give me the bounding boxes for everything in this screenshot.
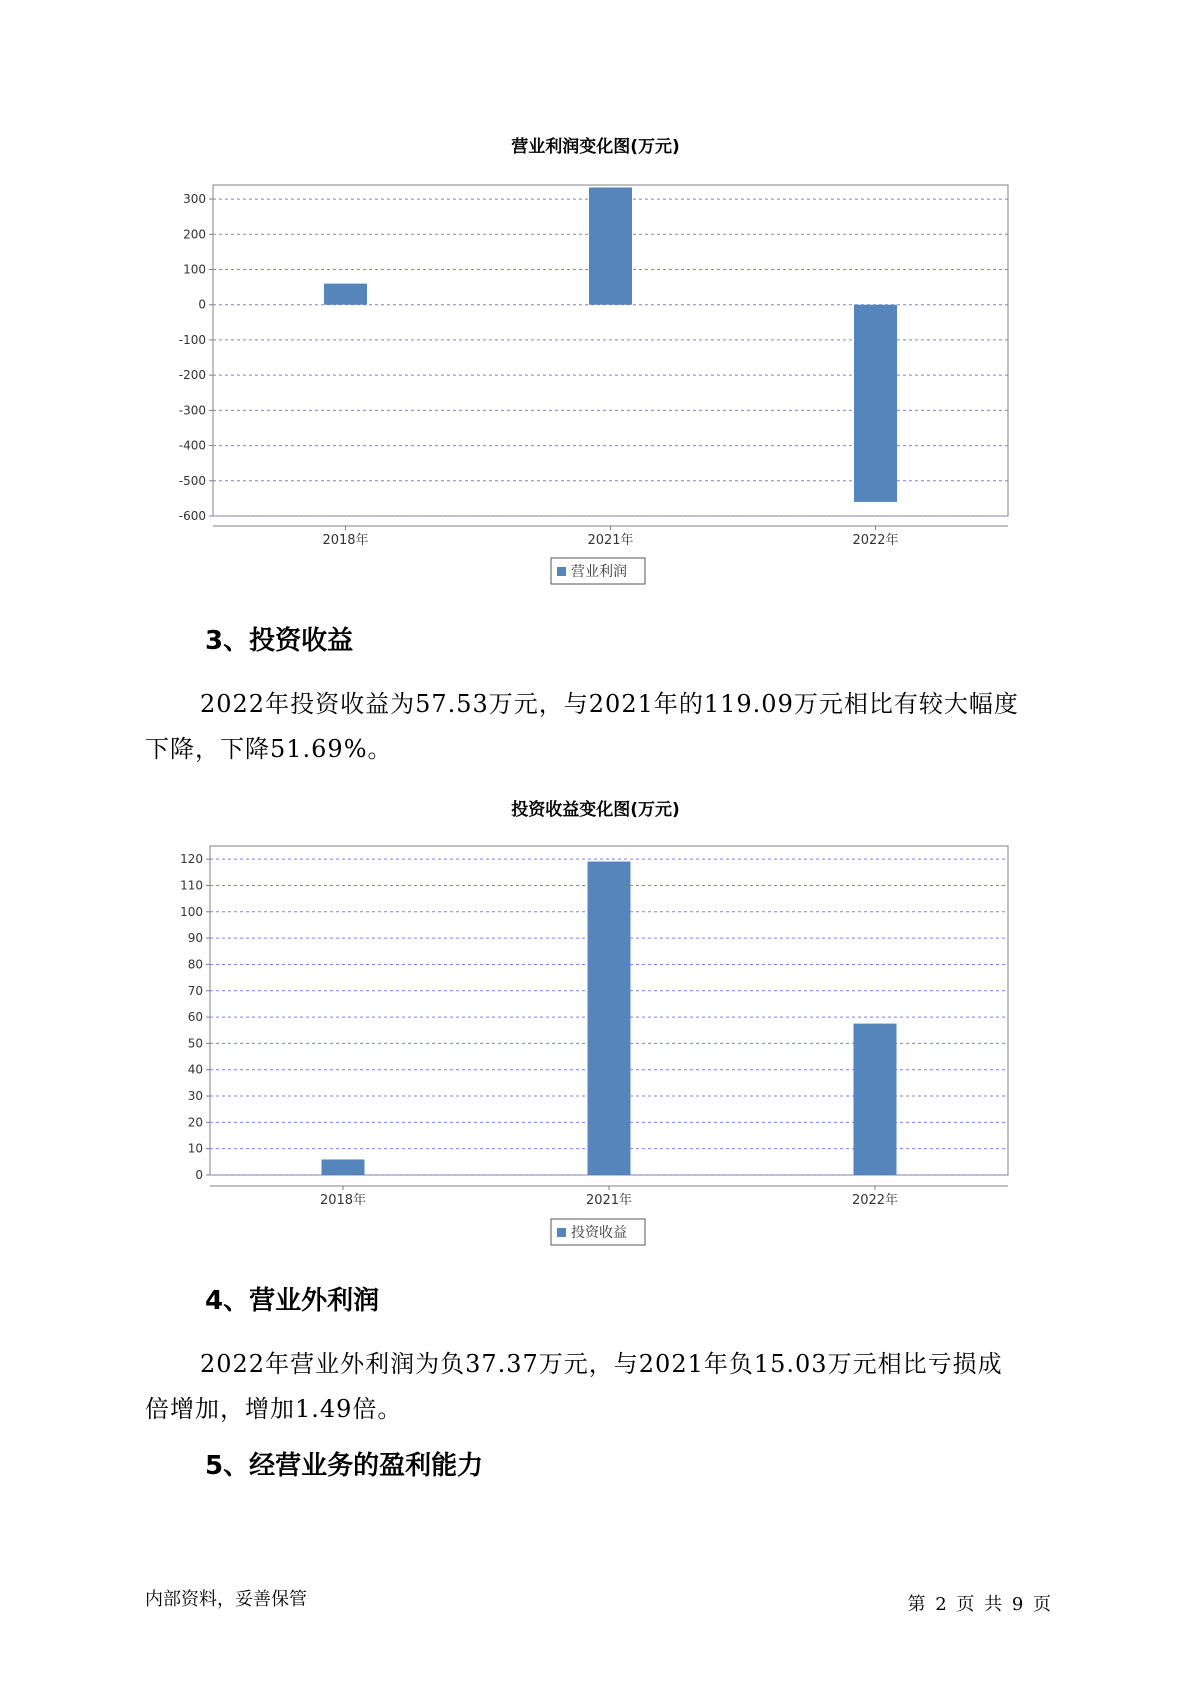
bar-2022年 [854,1024,897,1175]
y-tick-label: 50 [187,1036,203,1051]
y-tick-label: 110 [180,878,203,893]
y-tick-label: 20 [187,1115,203,1130]
y-tick-label: 0 [195,1168,203,1182]
y-tick-label: 0 [198,297,206,312]
section-heading-main-business: 5、经营业务的盈利能力 [205,1451,484,1481]
y-tick-label: 90 [187,931,203,946]
y-tick-label: 120 [180,852,203,867]
y-tick-label: 10 [187,1141,203,1156]
y-tick-label: 100 [180,904,203,919]
legend [551,1219,645,1245]
y-tick-label: 30 [187,1089,203,1104]
x-tick-label: 2021年 [587,533,634,548]
y-tick-label: 300 [183,192,206,207]
y-tick-label: -600 [178,509,206,523]
x-tick-label: 2022年 [852,533,899,548]
footer-page-number: 第 2 页 共 9 页 [907,1594,1051,1615]
paragraph-non-operating [145,1342,1060,1432]
y-tick-label: 80 [187,957,203,972]
y-tick-label: 40 [187,1062,203,1077]
y-tick-label: 100 [183,262,206,277]
paragraph-non-operating-line2: 倍增加，增加1.49倍。 [145,1395,403,1423]
y-tick-label: 70 [187,983,203,998]
bar-2021年 [588,862,631,1175]
y-tick-label: 200 [183,227,206,242]
paragraph-investment-line2: 下降，下降51.69%。 [145,735,393,763]
paragraph-investment-line1: 2022年投资收益为57.53万元，与2021年的119.09万元相比有较大幅度 [200,690,1019,718]
bar-2018年 [322,1159,365,1175]
section-heading-investment: 3、投资收益 [205,626,354,656]
y-tick-label: -500 [178,473,206,488]
y-tick-label: -400 [178,438,206,453]
footer-confidential-note: 内部资料，妥善保管 [145,1589,307,1610]
x-tick-label: 2018年 [319,1193,367,1208]
x-tick-label: 2021年 [585,1193,633,1208]
legend-swatch [557,1228,566,1237]
legend-label: 营业利润 [571,564,627,580]
y-tick-label: -300 [178,403,206,418]
x-tick-label: 2018年 [322,533,369,548]
x-tick-label: 2022年 [851,1193,899,1208]
section-heading-non-operating: 4、营业外利润 [205,1286,380,1316]
chart2-title: 投资收益变化图(万元) [511,800,680,820]
paragraph-non-operating-line1: 2022年营业外利润为负37.37万元，与2021年负15.03万元相比亏损成 [200,1350,1003,1378]
y-tick-label: 60 [187,1010,203,1025]
y-tick-label: -200 [178,368,206,383]
chart1-title: 营业利润变化图(万元) [511,137,680,157]
y-tick-label: -100 [178,332,206,347]
legend-label: 投资收益 [571,1225,627,1241]
